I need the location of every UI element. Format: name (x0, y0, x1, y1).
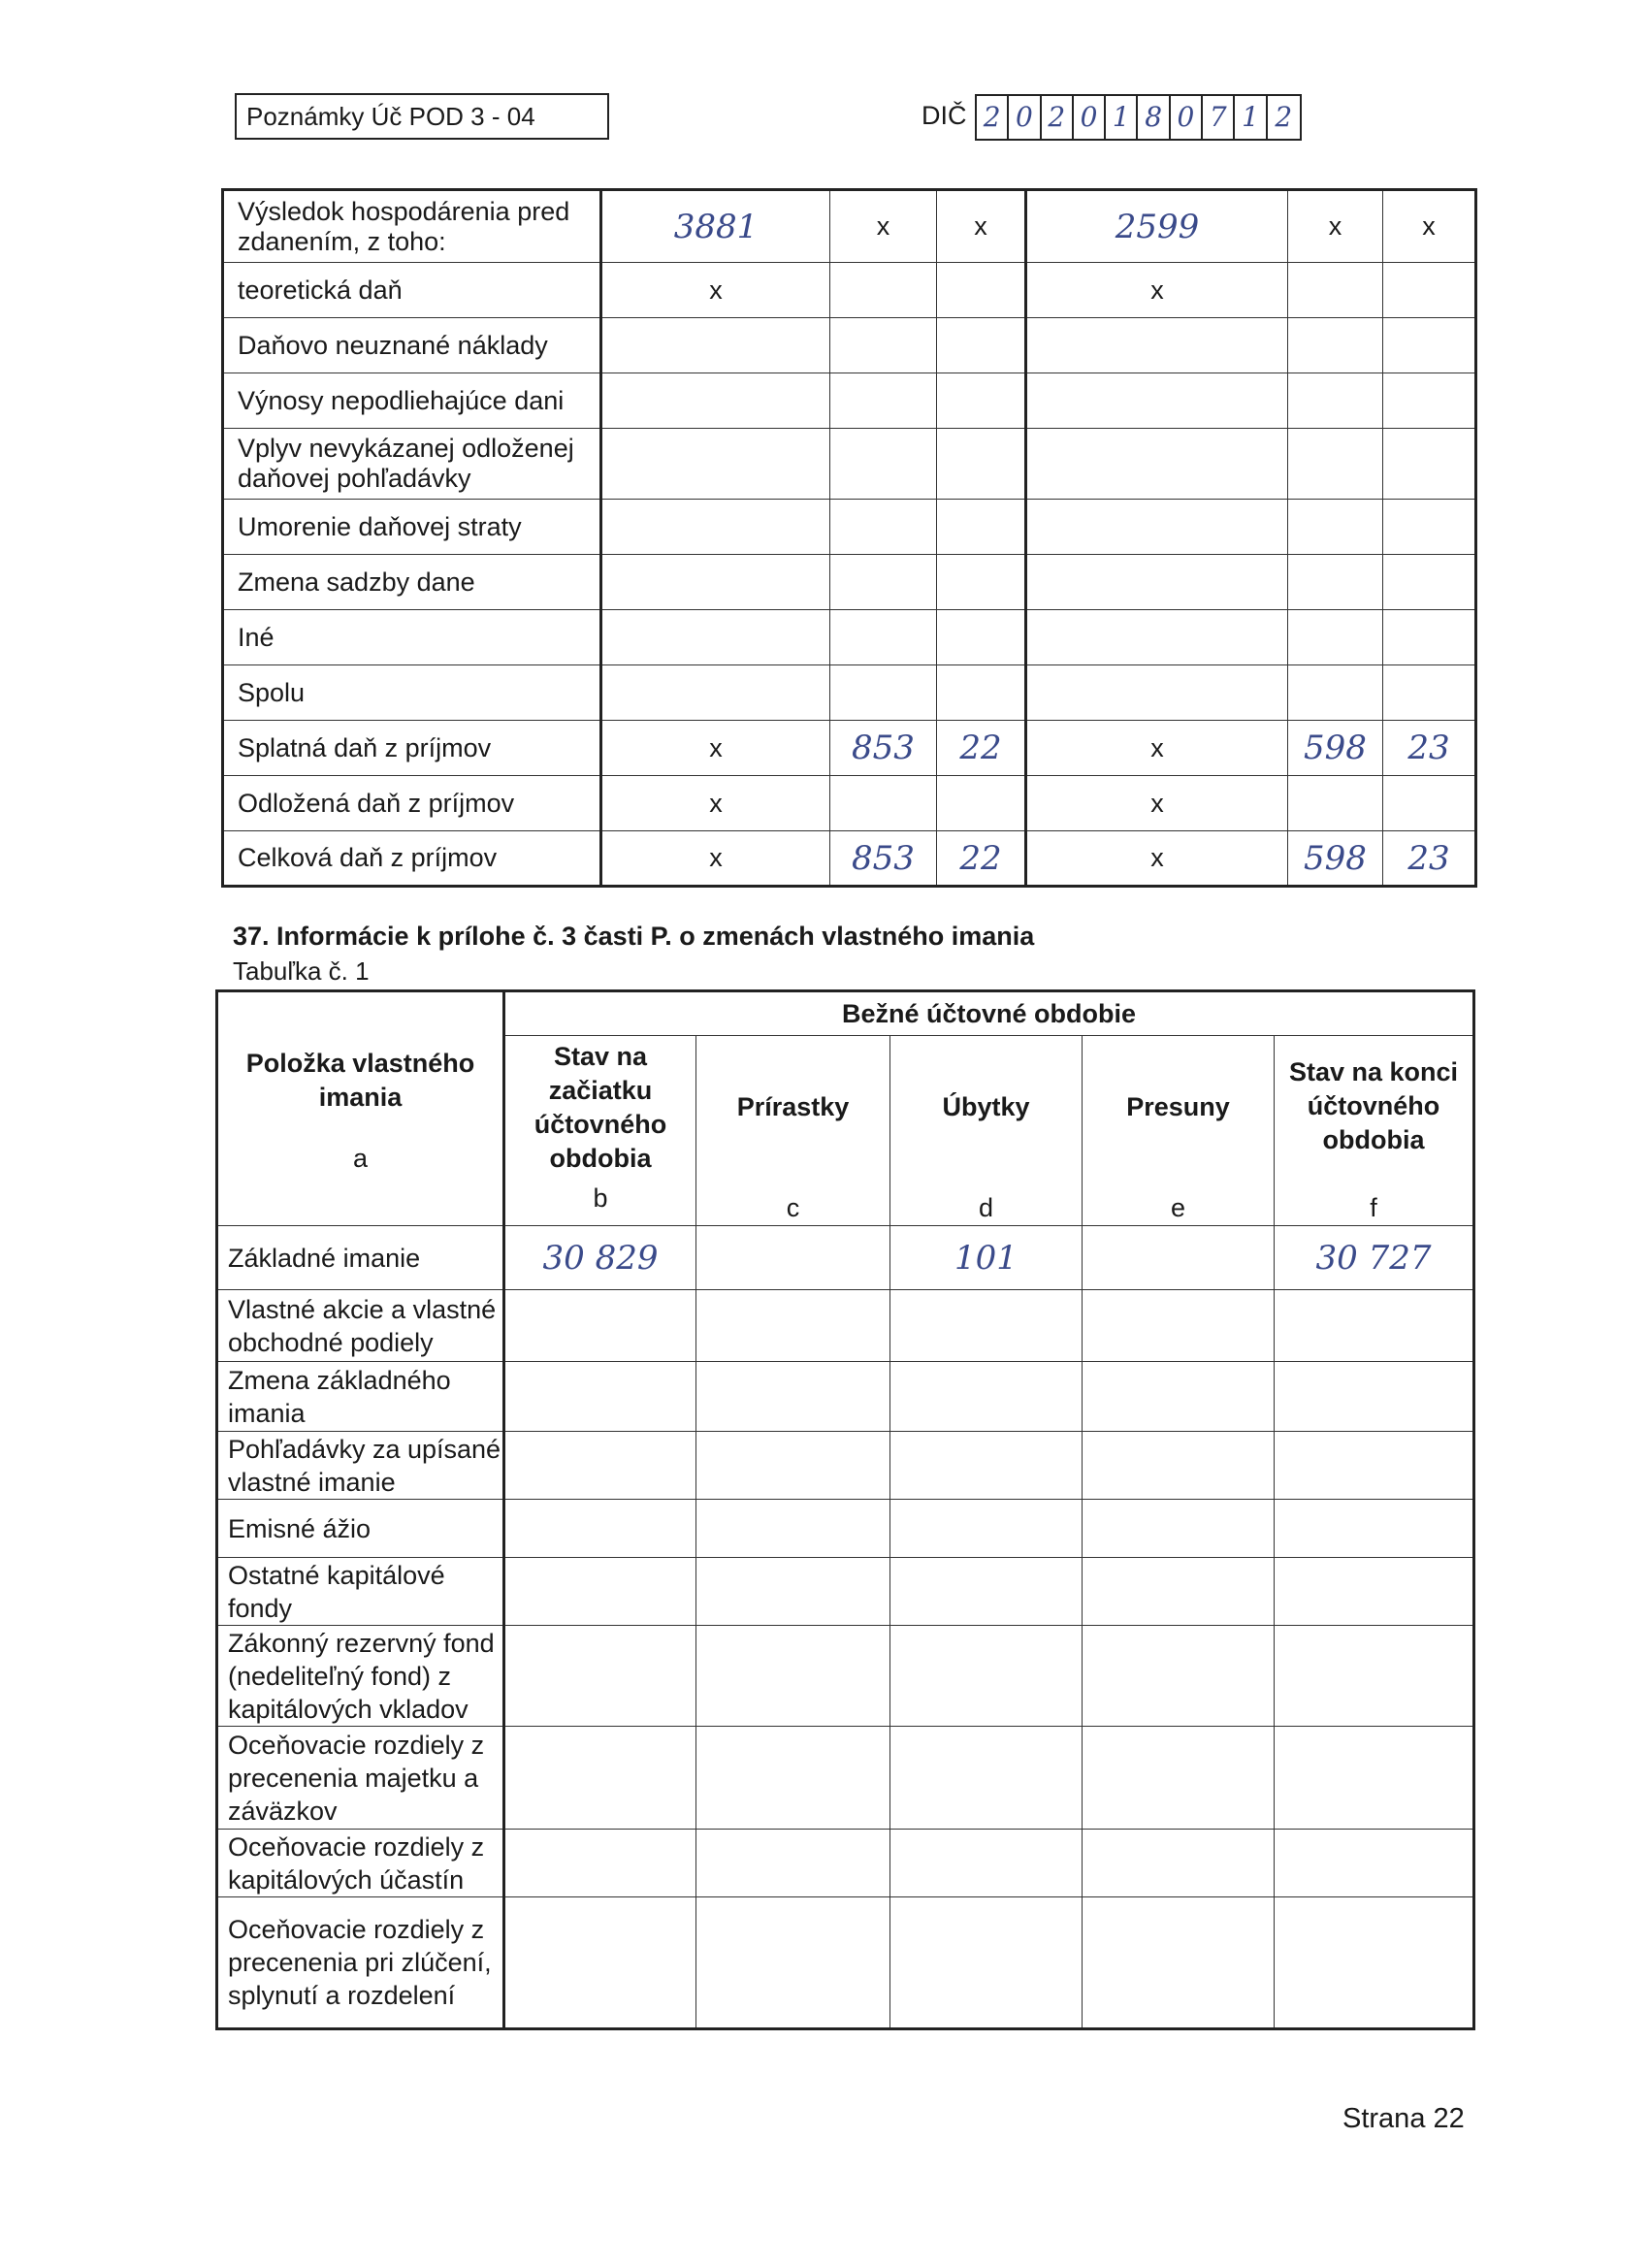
row-label: Celková daň z príjmov (223, 831, 601, 887)
table-cell (1275, 1727, 1474, 1830)
table-cell (937, 373, 1026, 429)
table-cell (601, 665, 830, 721)
dic-digit: 2 (1275, 101, 1293, 133)
row-label: Spolu (223, 665, 601, 721)
table-cell (1026, 665, 1288, 721)
table-cell (601, 263, 830, 318)
table-cell (890, 1500, 1083, 1558)
table-row (223, 500, 1476, 555)
table-cell (504, 1290, 696, 1362)
row-label: Splatná daň z príjmov (223, 721, 601, 776)
dic-digit: 1 (1106, 96, 1138, 139)
table-row (223, 429, 1476, 500)
dic-digit: 2 (1042, 96, 1074, 139)
table-cell (1383, 318, 1476, 373)
cell-value: x (1328, 211, 1342, 241)
table-cell (830, 555, 937, 610)
col-label: Stav na začiatku účtovného obdobia (534, 1042, 667, 1173)
table-cell (830, 373, 937, 429)
col-label: Položka vlastného imania (245, 1049, 475, 1112)
cell-value: x (1150, 275, 1164, 305)
table-cell (1275, 1432, 1474, 1500)
cell-value: x (974, 211, 987, 241)
table-cell (890, 1432, 1083, 1500)
page-number: Strana 22 (1342, 2103, 1465, 2134)
table-cell (504, 1226, 696, 1290)
table-cell (1083, 1727, 1275, 1830)
table-cell (890, 1897, 1083, 2029)
table-cell (937, 318, 1026, 373)
table-row (217, 1362, 1474, 1432)
table-cell (601, 190, 830, 263)
table-cell (1083, 1432, 1275, 1500)
table-cell (830, 500, 937, 555)
col-header-e (1083, 1036, 1275, 1226)
table-cell (830, 610, 937, 665)
dic-boxes (975, 94, 1302, 141)
cell-value: x (1422, 211, 1436, 241)
table-row (223, 555, 1476, 610)
table-cell (830, 776, 937, 831)
table-cell (1288, 263, 1383, 318)
table-cell (504, 1727, 696, 1830)
table-cell (830, 665, 937, 721)
cell-value: 598 (1304, 838, 1367, 878)
table-cell (1383, 610, 1476, 665)
table-cell (1275, 1500, 1474, 1558)
row-label: teoretická daň (223, 263, 601, 318)
col-label: Úbytky (942, 1092, 1030, 1121)
table-cell (937, 190, 1026, 263)
table-cell (1288, 318, 1383, 373)
table-cell (1275, 1830, 1474, 1897)
table-row (217, 1558, 1474, 1626)
table-cell (1288, 665, 1383, 721)
col-header-a (217, 991, 504, 1226)
dic-digit: 0 (1009, 96, 1041, 139)
col-letter: e (1170, 1193, 1186, 1222)
table-cell (1275, 1290, 1474, 1362)
cell-value: 30 829 (542, 1238, 659, 1278)
table-cell (1275, 1897, 1474, 2029)
table-row (217, 1226, 1474, 1290)
form-label: Poznámky Úč POD 3 - 04 (235, 93, 609, 140)
table-cell (937, 831, 1026, 887)
table-cell (1026, 610, 1288, 665)
table-cell (504, 1626, 696, 1727)
table-cell (1383, 190, 1476, 263)
table-cell (1026, 721, 1288, 776)
table-cell (1288, 500, 1383, 555)
table-row (217, 1500, 1474, 1558)
table-cell (601, 373, 830, 429)
table-cell (504, 1432, 696, 1500)
col-letter: f (1370, 1193, 1377, 1222)
table-row (217, 1290, 1474, 1362)
table-cell (830, 318, 937, 373)
table-cell (1383, 776, 1476, 831)
table-cell (601, 610, 830, 665)
table-cell (890, 1362, 1083, 1432)
table-cell (696, 1558, 890, 1626)
cell-value: x (876, 211, 890, 241)
table-cell (1275, 1626, 1474, 1727)
cell-value: 22 (959, 729, 1002, 767)
table-cell (830, 721, 937, 776)
table-cell (601, 318, 830, 373)
table-cell (1288, 373, 1383, 429)
table-cell (1383, 263, 1476, 318)
table-cell (937, 555, 1026, 610)
section-title: 37. Informácie k prílohe č. 3 časti P. o zmenách vlastného imania (233, 922, 1035, 951)
table-cell (1083, 1626, 1275, 1727)
table-cell (1288, 831, 1383, 887)
cell-value: x (1150, 843, 1164, 872)
row-label: Základné imanie (217, 1226, 504, 1290)
table-cell (504, 1830, 696, 1897)
table-cell (1288, 555, 1383, 610)
dic-digit: 0 (1074, 96, 1106, 139)
table-row (223, 665, 1476, 721)
table-cell (696, 1432, 890, 1500)
table-cell (1288, 610, 1383, 665)
table-row (217, 1626, 1474, 1727)
table-cell (1083, 1830, 1275, 1897)
cell-value: 101 (954, 1238, 1018, 1278)
table-label: Tabuľka č. 1 (233, 956, 370, 986)
table-cell (696, 1500, 890, 1558)
cell-value: x (709, 732, 723, 762)
dic-digit: 2 (977, 96, 1009, 139)
table-cell (937, 776, 1026, 831)
row-label: Vlastné akcie a vlastné obchodné podiely (217, 1290, 504, 1362)
row-label: Oceňovacie rozdiely z precenenia majetku a záväzkov (217, 1727, 504, 1830)
table-cell (830, 190, 937, 263)
table-row (223, 831, 1476, 887)
dic-digit: 1 (1235, 96, 1267, 139)
col-header-d (890, 1036, 1083, 1226)
table-cell (1026, 190, 1288, 263)
cell-value: x (1150, 788, 1164, 818)
cell-value: 3881 (673, 207, 759, 246)
row-label: Umorenie daňovej straty (223, 500, 601, 555)
tax-reconciliation-table (221, 188, 1477, 888)
col-letter: c (786, 1193, 800, 1222)
table-cell (504, 1362, 696, 1432)
table-cell (1026, 500, 1288, 555)
col-label: Prírastky (736, 1092, 850, 1121)
table-cell (1288, 429, 1383, 500)
table-cell (937, 429, 1026, 500)
row-label: Pohľadávky za upísané vlastné imanie (217, 1432, 504, 1500)
equity-changes-table (215, 989, 1475, 2030)
dic-digit: 8 (1138, 96, 1170, 139)
period-header: Bežné účtovné obdobie (504, 991, 1474, 1036)
table-cell (890, 1558, 1083, 1626)
table-cell (696, 1290, 890, 1362)
row-label: Zákonný rezervný fond (nedeliteľný fond) z kapitálových vkladov (217, 1626, 504, 1727)
table-row (217, 1727, 1474, 1830)
table-cell (1083, 1500, 1275, 1558)
table-row (217, 1432, 1474, 1500)
table-cell (1026, 555, 1288, 610)
table-cell (937, 610, 1026, 665)
cell-value: x (1150, 732, 1164, 762)
table-cell (937, 263, 1026, 318)
table-cell (601, 500, 830, 555)
row-label: Vplyv nevykázanej odloženej daňovej pohľadávky (223, 429, 601, 500)
table-row (223, 721, 1476, 776)
table-cell (601, 555, 830, 610)
cell-value: 853 (852, 729, 915, 767)
cell-value: 2599 (1115, 207, 1200, 246)
col-letter: a (352, 1144, 369, 1173)
table-cell (1083, 1897, 1275, 2029)
table-cell (1083, 1226, 1275, 1290)
table-cell (504, 1500, 696, 1558)
cell-value: x (709, 843, 723, 872)
cell-value: 598 (1304, 729, 1367, 767)
table-cell (1383, 831, 1476, 887)
row-label: Emisné ážio (217, 1500, 504, 1558)
table-row (223, 190, 1476, 263)
row-label: Ostatné kapitálové fondy (217, 1558, 504, 1626)
dic-label: DIČ (922, 101, 967, 130)
col-letter: d (978, 1193, 994, 1222)
table-cell (1383, 500, 1476, 555)
col-header-c (696, 1036, 890, 1226)
table-cell (1383, 721, 1476, 776)
row-label: Oceňovacie rozdiely z precenenia pri zlúčení, splynutí a rozdelení (217, 1897, 504, 2029)
table-cell (1383, 373, 1476, 429)
col-letter: b (593, 1183, 608, 1213)
table-cell (890, 1830, 1083, 1897)
cell-value: 30 727 (1315, 1238, 1432, 1278)
table-cell (1288, 721, 1383, 776)
table-cell (1026, 831, 1288, 887)
table-cell (696, 1830, 890, 1897)
col-header-f (1275, 1036, 1474, 1226)
table-row (223, 776, 1476, 831)
table-cell (830, 429, 937, 500)
cell-value: 853 (852, 838, 915, 878)
row-label: Odložená daň z príjmov (223, 776, 601, 831)
table-cell (830, 831, 937, 887)
col-label: Stav na konci účtovného obdobia (1288, 1057, 1459, 1154)
table-cell (1383, 665, 1476, 721)
table-cell (1026, 263, 1288, 318)
table-row (217, 1897, 1474, 2029)
table-cell (890, 1226, 1083, 1290)
cell-value: 23 (1407, 729, 1450, 767)
table-cell (1026, 776, 1288, 831)
table-cell (1288, 190, 1383, 263)
row-label: Zmena základného imania (217, 1362, 504, 1432)
table-cell (696, 1362, 890, 1432)
row-label: Iné (223, 610, 601, 665)
table-cell (1083, 1558, 1275, 1626)
table-row (223, 373, 1476, 429)
cell-value: 23 (1407, 838, 1450, 878)
table-cell (1026, 318, 1288, 373)
table-cell (504, 1897, 696, 2029)
table-cell (504, 1558, 696, 1626)
row-label: Výnosy nepodliehajúce dani (223, 373, 601, 429)
row-label: Zmena sadzby dane (223, 555, 601, 610)
table-row (223, 263, 1476, 318)
table-cell (1275, 1226, 1474, 1290)
table-cell (1275, 1558, 1474, 1626)
table-cell (937, 665, 1026, 721)
table-cell (890, 1626, 1083, 1727)
table-row (217, 1830, 1474, 1897)
cell-value: x (709, 788, 723, 818)
table-cell (601, 776, 830, 831)
col-header-b (504, 1036, 696, 1226)
table-cell (937, 721, 1026, 776)
table-cell (1026, 429, 1288, 500)
col-label: Presuny (1126, 1092, 1230, 1121)
table-cell (1288, 776, 1383, 831)
row-label: Výsledok hospodárenia pred zdanením, z toho: (223, 190, 601, 263)
table-cell (1083, 1362, 1275, 1432)
cell-value: x (709, 275, 723, 305)
table-cell (890, 1727, 1083, 1830)
table-cell (696, 1226, 890, 1290)
table-cell (1083, 1290, 1275, 1362)
cell-value: 22 (959, 838, 1002, 878)
table-cell (601, 831, 830, 887)
table-cell (937, 500, 1026, 555)
row-label: Oceňovacie rozdiely z kapitálových účastín (217, 1830, 504, 1897)
table-cell (696, 1626, 890, 1727)
table-cell (830, 263, 937, 318)
table-cell (601, 721, 830, 776)
table-cell (601, 429, 830, 500)
dic-digit: 7 (1203, 96, 1235, 139)
table-cell (1383, 555, 1476, 610)
table-row (223, 610, 1476, 665)
table-cell (1383, 429, 1476, 500)
table-cell (1275, 1362, 1474, 1432)
row-label: Daňovo neuznané náklady (223, 318, 601, 373)
dic-digit: 0 (1171, 96, 1203, 139)
table-cell (696, 1727, 890, 1830)
table-cell (890, 1290, 1083, 1362)
table-row (223, 318, 1476, 373)
table-cell (696, 1897, 890, 2029)
table-cell (1026, 373, 1288, 429)
